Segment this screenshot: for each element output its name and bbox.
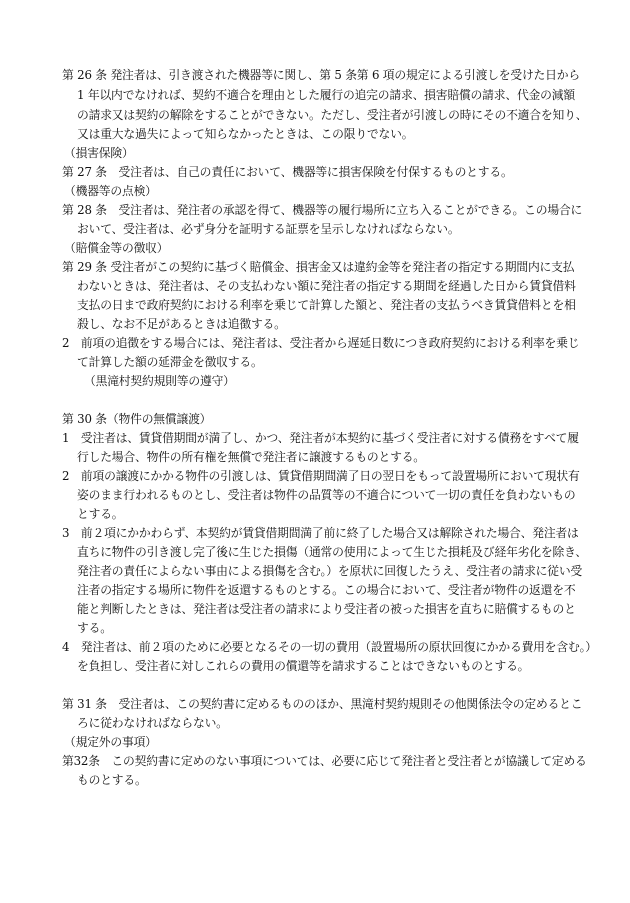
article-30-paragraph-1-line: 行した場合、物件の所有権を無償で発注者に譲渡するものとする。	[77, 450, 425, 464]
article-30-paragraph-3-line: 直ちに物件の引き渡し完了後に生じた損傷（通常の使用によって生じた損耗及び経年劣化を除き、	[77, 545, 587, 559]
article-30-paragraph-3-line: 能と判断したときは、発注者は受注者の請求により受注者の被った損害を直ちに賠償するものと	[77, 602, 576, 616]
article-caption: （損害保険）	[64, 146, 134, 160]
article-29-line: 第 29 条 受注者がこの契約に基づく賠償金、損害金又は違約金等を発注者の指定する期間内に支払	[62, 260, 575, 274]
article-30-paragraph-2-line: とする。	[77, 507, 124, 521]
article-31-line: ろに従わなければならない。	[77, 716, 228, 730]
article-28-line: おいて、受注者は、必ず身分を証明する証票を呈示しなければならない。	[77, 222, 460, 236]
article-26-line: 第 26 条 発注者は、引き渡された機器等に関し、第 5 条第 6 項の規定による引渡しを受けた日から	[62, 68, 580, 82]
compliance-caption: （黒滝村契約規則等の遵守）	[84, 374, 235, 388]
article-30-paragraph-3-line: 発注者の責任によらない事由による損傷を含む。）を原状に回復したうえ、受注者の請求に従い受	[77, 564, 583, 578]
article-29-line: 支払の日まで政府契約における利率を乗じて計算した額と、発注者の支払うべき賃貸借料とを相	[77, 298, 576, 312]
article-28-line: 第 28 条 受注者は、発注者の承認を得て、機器等の履行場所に立ち入ることができる。この場合に	[62, 203, 583, 217]
article-30-paragraph-1-line: 1 受注者は、賃貸借期間が満了し、かつ、発注者が本契約に基づく受注者に対する債務をすべて履	[62, 431, 579, 445]
article-caption: （規定外の事項）	[64, 735, 157, 749]
article-27-line: 第 27 条 受注者は、自己の責任において、機器等に損害保険を付保するものとする。	[62, 165, 513, 179]
article-caption: （機器等の点検）	[64, 184, 157, 198]
article-29-paragraph-2-line: 2 前項の追徴をする場合には、発注者は、受注者から遅延日数につき政府契約における利率を乗じ	[62, 336, 580, 350]
article-30-paragraph-2-line: 姿のまま行われるものとし、受注者は物件の品質等の不適合について一切の責任を負わないもの	[77, 488, 576, 502]
article-30-paragraph-3-line: する。	[77, 621, 112, 635]
article-30-paragraph-2-line: 2 前項の譲渡にかかる物件の引渡しは、賃貸借期間満了日の翌日をもって設置場所において現状有	[62, 469, 580, 483]
article-32-line: 第32条 この契約書に定めのない事項については、必要に応じて発注者と受注者とが協議して定める	[62, 754, 587, 768]
article-30-heading: 第 30 条（物件の無償譲渡）	[62, 412, 212, 426]
article-31-line: 第 31 条 受注者は、この契約書に定めるもののほか、黒滝村契約規則その他関係法令の定めるとこ	[62, 697, 583, 711]
article-29-paragraph-2-line: て計算した額の延滞金を徴収する。	[77, 355, 263, 369]
article-30-paragraph-3-line: 注者の指定する場所に物件を返還するものとする。この場合において、受注者が物件の返還を不	[77, 583, 576, 597]
article-26-line: 又は重大な過失によって知らなかったときは、この限りでない。	[77, 127, 414, 141]
article-29-line: 殺し、なお不足があるときは追徴する。	[77, 317, 286, 331]
article-26-line: 1 年以内でなければ、契約不適合を理由とした履行の追完の請求、損害賠償の請求、代金の減額	[77, 88, 575, 102]
article-30-paragraph-4-line: を負担し、受注者に対しこれらの費用の償還等を請求することはできないものとする。	[77, 659, 530, 673]
article-32-line: ものとする。	[77, 773, 147, 787]
article-caption: （賠償金等の徴収）	[64, 241, 169, 255]
article-29-line: わないときは、発注者は、その支払わない額に発注者の指定する期間を経過した日から賃貸借料	[77, 279, 576, 293]
article-26-line: の請求又は契約の解除をすることができない。ただし、受注者が引渡しの時にその不適合を知り、	[77, 108, 588, 122]
article-30-paragraph-3-line: 3 前２項にかかわらず、本契約が賃貸借期間満了前に終了した場合又は解除された場合、発注者は	[62, 526, 579, 540]
article-30-paragraph-4-line: 4 発注者は、前２項のために必要となるその一切の費用（設置場所の原状回復にかかる費用を含む。）	[62, 640, 597, 654]
